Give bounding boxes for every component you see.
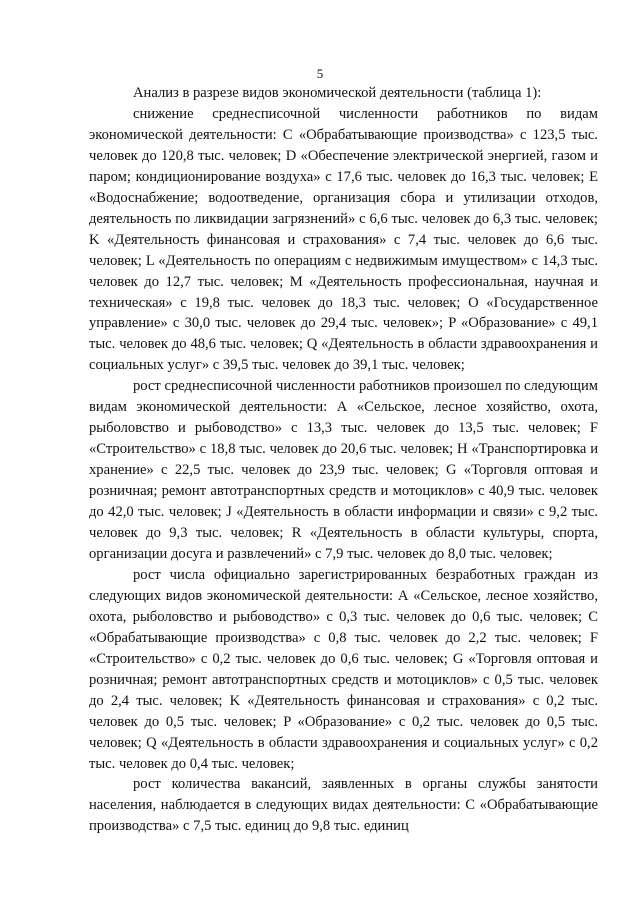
- paragraph-decline-employees: снижение среднесписочной численности работников по видам экономической деятельности: С «Обрабатывающие производства» с 123,5 тыс. человек до 120,8 тыс. человек; D «Обеспечение электрической энергией, газом и паром; кондиционирование воздуха» с 17,6 тыс. человек до 16,3 тыс. человек; E «Водоснабжение; водоотведение, организация сбора и утилизации отходов, деятельность по ликвидации загрязнений» с 6,6 тыс. человек до 6,3 тыс. человек; K «Деятельность финансовая и страхования» с 7,4 тыс. человек до 6,6 тыс. человек; L «Деятельность по операциям с недвижимым имуществом» с 14,3 тыс. человек до 12,7 тыс. человек; M «Деятельность профессиональная, научная и техническая» с 19,8 тыс. человек до 18,3 тыс. человек; О «Государственное управление» с 30,0 тыс. человек до 29,4 тыс. человек»; P «Образование» с 49,1 тыс. человек до 48,6 тыс. человек; Q «Деятельность в области здравоохранения и социальных услуг» с 39,5 тыс. человек до 39,1 тыс. человек;: [89, 105, 598, 374]
- page-number: 5: [316, 66, 324, 81]
- paragraph-growth-unemployed: рост числа официально зарегистрированных безработных граждан из следующих видов экономической деятельности: А «Сельское, лесное хозяйство, охота, рыболовство и рыбоводство» с 0,3 тыс. человек до 0,6 тыс. человек; C «Обрабатывающие производства» с 0,8 тыс. человек до 2,2 тыс. человек; F «Строительство» с 0,2 тыс. человек до 0,6 тыс. человек; G «Торговля оптовая и розничная; ремонт автотранспортных средств и мотоциклов» с 0,5 тыс. человек до 2,4 тыс. человек; K «Деятельность финансовая и страхования» с 0,2 тыс. человек до 0,5 тыс. человек; P «Образование» с 0,2 тыс. человек до 0,5 тыс. человек; Q «Деятельность в области здравоохранения и социальных услуг» с 0,2 тыс. человек до 0,4 тыс. человек;: [89, 566, 598, 772]
- paragraph-growth-vacancies: рост количества вакансий, заявленных в органы службы занятости населения, наблюдается в следующих видах деятельности: С «Обрабатывающие производства» с 7,5 тыс. единиц до 9,8 тыс. единиц: [89, 776, 598, 835]
- document-body: [89, 83, 598, 837]
- section-heading: Анализ в разрезе видов экономической деятельности (таблица 1):: [133, 85, 542, 101]
- paragraph-growth-employees: рост среднесписочной численности работников произошел по следующим видам экономической деятельности: А «Сельское, лесное хозяйство, охота, рыболовство и рыбоводство» с 13,3 тыс. человек до 13,5 тыс. человек; F «Строительство» с 18,8 тыс. человек до 20,6 тыс. человек; H «Транспортировка и хранение» с 22,5 тыс. человек до 23,9 тыс. человек; G «Торговля оптовая и розничная; ремонт автотранспортных средств и мотоциклов» с 40,9 тыс. человек до 42,0 тыс. человек; J «Деятельность в области информации и связи» с 9,2 тыс. человек до 9,3 тыс. человек; R «Деятельность в области культуры, спорта, организации досуга и развлечений» с 7,9 тыс. человек до 8,0 тыс. человек;: [89, 378, 599, 562]
